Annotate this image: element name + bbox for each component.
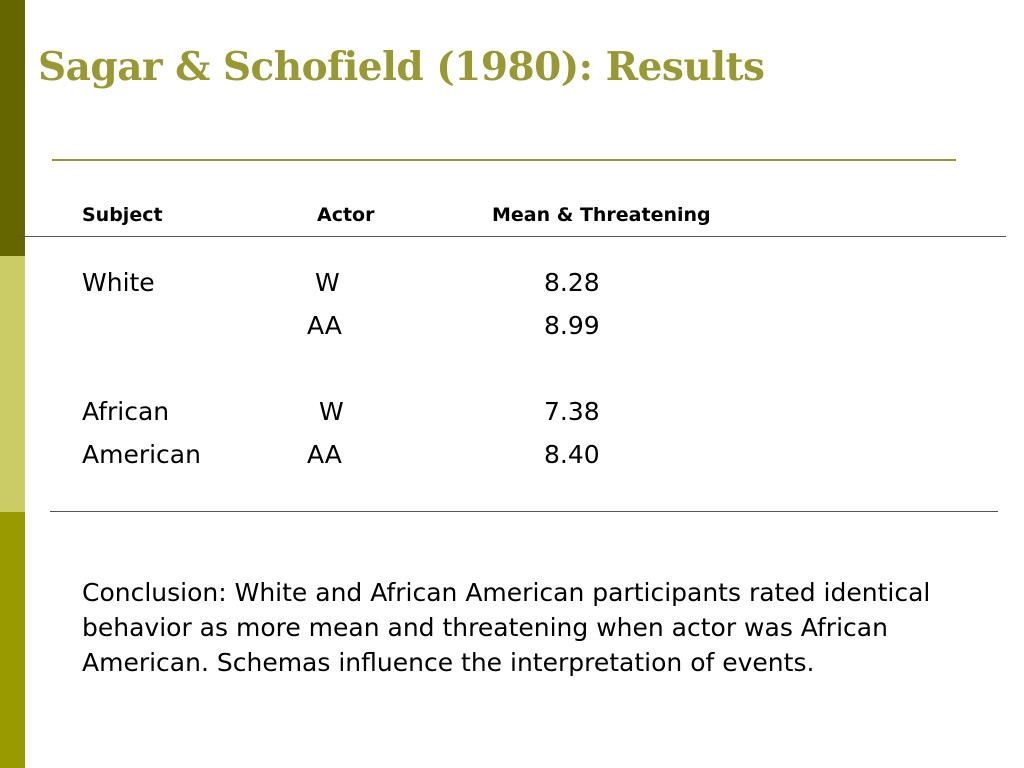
title-underline xyxy=(52,159,956,161)
row-1-rating: 8.28 xyxy=(544,268,600,297)
table-top-rule xyxy=(18,236,1006,237)
row-4-subject: American xyxy=(82,440,201,469)
conclusion-text: Conclusion: White and African American participants rated identical behavior as more mean and threatening when actor was African American. Schemas influence the interpretation of events. xyxy=(82,578,931,677)
row-4-rating: 8.40 xyxy=(544,440,600,469)
sidebar-segment-dark xyxy=(0,0,25,256)
sidebar-segment-light xyxy=(0,256,25,512)
row-2-rating: 8.99 xyxy=(544,311,600,340)
header-mean-threatening: Mean & Threatening xyxy=(492,204,711,226)
header-actor: Actor xyxy=(317,204,375,226)
row-2-actor: AA xyxy=(307,311,342,340)
row-1-actor: W xyxy=(315,268,340,297)
row-3-rating: 7.38 xyxy=(544,397,600,426)
sidebar-segment-mid xyxy=(0,512,25,768)
row-4-actor: AA xyxy=(307,440,342,469)
table-bottom-rule xyxy=(50,511,998,512)
row-3-subject: African xyxy=(82,397,170,426)
row-1-subject: White xyxy=(82,268,155,297)
decorative-sidebar xyxy=(0,0,25,768)
header-subject: Subject xyxy=(82,204,163,226)
row-3-actor: W xyxy=(319,397,344,426)
slide-title: Sagar & Schofield (1980): Results xyxy=(38,44,765,90)
